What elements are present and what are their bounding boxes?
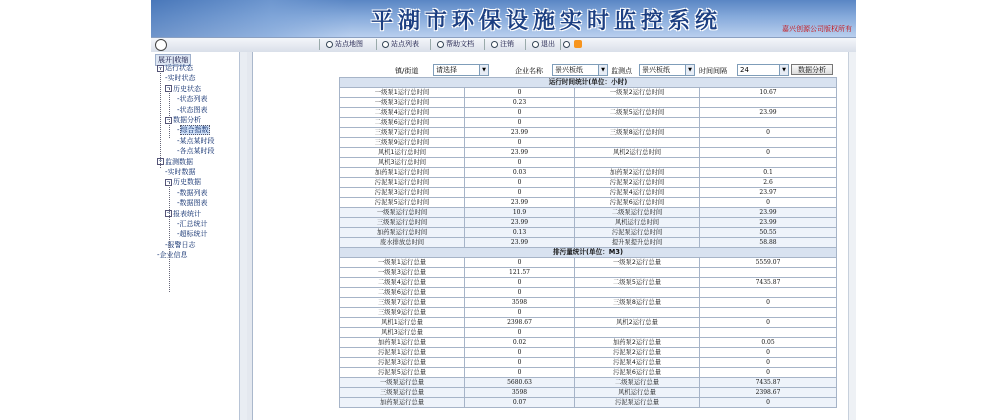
metric-label: 污泥泵3运行总时间 — [340, 188, 465, 198]
tree-connector: - — [165, 168, 168, 176]
metric-label: 三级泵运行总量 — [340, 388, 465, 398]
metric-value — [700, 158, 837, 168]
metric-value: 0 — [700, 368, 837, 378]
tree-connector: - — [177, 230, 180, 239]
metric-value: 5559.07 — [700, 258, 837, 268]
tree-connector: - — [165, 240, 168, 249]
metric-label: 污泥泵2运行总量 — [575, 348, 700, 358]
metric-label: 风机1运行总时间 — [340, 148, 465, 158]
metric-value: 0 — [465, 118, 575, 128]
table-row — [340, 368, 837, 378]
radio-icon — [326, 41, 333, 48]
expand-collapse-toggle[interactable]: 展开|收缩 — [155, 54, 191, 66]
tree-connector: - — [177, 220, 180, 228]
metric-value: 0.05 — [700, 338, 837, 348]
radio-icon — [532, 41, 539, 48]
metric-label: 污泥泵4运行总时间 — [575, 188, 700, 198]
metric-label: 一级泵3运行总量 — [340, 268, 465, 278]
metric-label — [575, 308, 700, 318]
metric-value: 0 — [465, 138, 575, 148]
table-row — [340, 178, 837, 188]
nav-help-docs[interactable] — [437, 39, 474, 50]
metric-label: 一级泵2运行总时间 — [575, 88, 700, 98]
collapse-toggle-icon[interactable]: − — [166, 178, 171, 185]
interval-label: 时间间隔 — [699, 67, 727, 75]
metric-value — [700, 138, 837, 148]
metric-value: 0.07 — [465, 398, 575, 408]
metric-label: 三级泵7运行总时间 — [340, 128, 465, 138]
section-header-row — [340, 78, 837, 88]
table-row — [340, 88, 837, 98]
metric-value: 0 — [465, 308, 575, 318]
metric-label: 二级泵5运行总量 — [575, 278, 700, 288]
table-row — [340, 148, 837, 158]
table-row — [340, 258, 837, 268]
metric-value: 0 — [700, 128, 837, 138]
table-row — [340, 288, 837, 298]
metric-label: 污泥泵1运行总时间 — [340, 178, 465, 188]
metric-value: 50.55 — [700, 228, 837, 238]
tree-connector: - — [165, 74, 168, 83]
metric-value: 0 — [700, 318, 837, 328]
sidebar-item-label: 超标统计 — [179, 230, 208, 239]
metric-label: 加药泵1运行总时间 — [340, 168, 465, 178]
sidebar-tree-item[interactable] — [177, 220, 208, 229]
metric-value: 23.99 — [465, 128, 575, 138]
nav-extra[interactable] — [563, 39, 572, 50]
metric-label: 二级泵6运行总量 — [340, 288, 465, 298]
tree-connector: - — [177, 105, 180, 114]
table-row — [340, 98, 837, 108]
collapse-toggle-icon[interactable]: − — [166, 116, 171, 123]
metric-label — [575, 118, 700, 128]
table-row — [340, 358, 837, 368]
chevron-down-icon: ▼ — [685, 65, 694, 75]
sidebar-scrollbar[interactable] — [239, 52, 247, 420]
table-row — [340, 318, 837, 328]
metric-value: 2398.67 — [700, 388, 837, 398]
tree-connector: - — [177, 147, 180, 156]
chevron-down-icon: ▼ — [779, 65, 788, 75]
tree-connector: - — [157, 251, 160, 260]
metric-label: 风机2运行总量 — [575, 318, 700, 328]
metric-label: 三级泵8运行总量 — [575, 298, 700, 308]
table-row — [340, 228, 837, 238]
metric-value — [700, 328, 837, 338]
sidebar-item-label: 历史状态 — [173, 84, 201, 93]
metric-label: 风机2运行总时间 — [575, 148, 700, 158]
sidebar-tree-item[interactable] — [165, 74, 196, 83]
copyright-text: 嘉兴创源公司版权所有 — [782, 25, 852, 33]
rss-icon[interactable] — [574, 40, 582, 48]
metric-label: 一级泵2运行总量 — [575, 258, 700, 268]
nav-logout-label: 注销 — [500, 40, 514, 48]
metric-value: 2398.67 — [465, 318, 575, 328]
nav-separator — [560, 39, 561, 50]
metric-value: 0 — [465, 258, 575, 268]
sidebar-tree-item[interactable] — [177, 147, 215, 156]
table-row — [340, 188, 837, 198]
sidebar-item-label: 各点某时段 — [179, 147, 215, 156]
metric-label: 一级泵1运行总量 — [340, 258, 465, 268]
tree-connector: - — [177, 136, 180, 145]
sidebar-tree-item[interactable] — [165, 85, 201, 94]
town-label: 镇/街道 — [395, 67, 419, 75]
sidebar-tree-item[interactable] — [177, 95, 208, 104]
metric-value: 0.13 — [465, 228, 575, 238]
metric-value: 0 — [465, 88, 575, 98]
metric-label: 风机3运行总量 — [340, 328, 465, 338]
metric-value: 3598 — [465, 298, 575, 308]
metric-label: 二级泵6运行总时间 — [340, 118, 465, 128]
interval-select[interactable] — [737, 64, 789, 76]
sidebar — [151, 52, 248, 420]
sidebar-tree-item[interactable] — [177, 126, 210, 135]
metric-label: 风机运行总时间 — [575, 218, 700, 228]
metric-label: 三级泵9运行总量 — [340, 308, 465, 318]
town-select-value: 请选择 — [436, 66, 457, 74]
sidebar-tree-item[interactable] — [157, 251, 188, 260]
metric-value: 0.02 — [465, 338, 575, 348]
table-row — [340, 328, 837, 338]
section-title: 运行时间统计(单位：小时) — [340, 78, 837, 88]
company-label: 企业名称 — [515, 67, 543, 75]
metric-value — [700, 268, 837, 278]
sidebar-item-label: 历史数据 — [173, 178, 201, 187]
table-row — [340, 138, 837, 148]
table-row — [340, 308, 837, 318]
radio-icon — [382, 41, 389, 48]
point-label: 监测点 — [611, 67, 632, 75]
banner-decoration — [151, 0, 351, 37]
metric-label — [575, 138, 700, 148]
sidebar-tree-item[interactable] — [177, 137, 215, 146]
metric-label: 二级泵运行总时间 — [575, 208, 700, 218]
table-row — [340, 238, 837, 248]
tree-connector: - — [177, 199, 180, 208]
table-row — [340, 118, 837, 128]
sidebar-item-label: 数据列表 — [179, 188, 208, 197]
metric-value: 0 — [700, 358, 837, 368]
metric-label: 污泥泵1运行总量 — [340, 348, 465, 358]
point-select-value: 景兴板纸 — [642, 66, 670, 74]
metric-value: 23.99 — [700, 208, 837, 218]
sidebar-item-label: 监测数据 — [165, 157, 193, 166]
metric-value: 23.99 — [700, 108, 837, 118]
metric-label — [575, 268, 700, 278]
table-row — [340, 218, 837, 228]
tree-line — [160, 68, 161, 168]
nav-site-list[interactable] — [382, 39, 419, 50]
metric-label — [575, 328, 700, 338]
sidebar-tree-item[interactable] — [177, 230, 208, 239]
nav-exit-label: 退出 — [541, 40, 555, 48]
sidebar-tree-item[interactable] — [165, 116, 201, 125]
table-row — [340, 398, 837, 408]
metric-value: 0 — [700, 398, 837, 408]
town-select[interactable] — [433, 64, 489, 76]
nav-site-map-label: 站点地图 — [335, 40, 363, 48]
metric-value: 0.1 — [700, 168, 837, 178]
sidebar-item-label: 运行状态 — [165, 64, 193, 72]
metric-value: 0 — [700, 198, 837, 208]
metric-value — [700, 118, 837, 128]
table-row — [340, 348, 837, 358]
chevron-down-icon: ▼ — [479, 65, 488, 75]
metric-value: 0 — [700, 148, 837, 158]
header-banner — [151, 0, 856, 37]
metric-label: 加药泵2运行总时间 — [575, 168, 700, 178]
metric-value: 0 — [465, 278, 575, 288]
sidebar-tree-item[interactable] — [165, 168, 196, 177]
metric-value: 0.03 — [465, 168, 575, 178]
metric-value: 0 — [465, 288, 575, 298]
metric-label: 风机运行总量 — [575, 388, 700, 398]
nav-separator — [525, 39, 526, 50]
nav-help-docs-label: 帮助文档 — [446, 40, 474, 48]
table-row — [340, 168, 837, 178]
metric-label: 污泥泵2运行总时间 — [575, 178, 700, 188]
metric-label: 污泥泵5运行总时间 — [340, 198, 465, 208]
table-row — [340, 338, 837, 348]
metric-value: 0 — [465, 158, 575, 168]
collapse-toggle-icon[interactable]: − — [166, 85, 171, 92]
sidebar-tree-item[interactable] — [165, 178, 201, 187]
metric-label: 三级泵7运行总量 — [340, 298, 465, 308]
sidebar-item-label: 报表统计 — [173, 209, 201, 218]
sidebar-item-label: 某点某时段 — [179, 136, 215, 145]
sidebar-item-label: 汇总统计 — [179, 220, 208, 228]
nav-separator — [484, 39, 485, 50]
point-select[interactable] — [639, 64, 695, 76]
metric-label: 加药泵2运行总量 — [575, 338, 700, 348]
radio-icon — [437, 41, 444, 48]
metric-value: 0 — [465, 178, 575, 188]
metric-label: 废水排放总时间 — [340, 238, 465, 248]
metric-label: 二级泵4运行总时间 — [340, 108, 465, 118]
metric-label: 污泥泵4运行总量 — [575, 358, 700, 368]
statistics-table — [339, 77, 837, 408]
metric-value: 0 — [465, 368, 575, 378]
sidebar-item-label: 状态列表 — [179, 95, 208, 104]
radio-icon — [563, 41, 570, 48]
metric-value: 58.88 — [700, 238, 837, 248]
section-header-row — [340, 248, 837, 258]
table-row — [340, 388, 837, 398]
sidebar-tree-item[interactable] — [157, 64, 193, 73]
metric-label: 污泥泵运行总时间 — [575, 228, 700, 238]
metric-label — [575, 158, 700, 168]
nav-exit[interactable] — [532, 39, 555, 50]
collapse-toggle-icon[interactable]: − — [158, 64, 163, 71]
metric-label: 一级泵运行总量 — [340, 378, 465, 388]
chevron-down-icon: ▼ — [598, 65, 607, 75]
metric-value: 0.23 — [465, 98, 575, 108]
metric-value: 23.99 — [465, 198, 575, 208]
tree-line — [169, 182, 170, 292]
sidebar-item-label: 企业信息 — [159, 251, 188, 260]
section-title: 排污量统计(单位：M3) — [340, 248, 837, 258]
metric-label: 二级泵5运行总时间 — [575, 108, 700, 118]
metric-label: 三级泵8运行总时间 — [575, 128, 700, 138]
nav-logout[interactable] — [491, 39, 514, 50]
metric-value: 0 — [465, 348, 575, 358]
metric-value — [700, 98, 837, 108]
metric-label: 污泥泵6运行总量 — [575, 368, 700, 378]
table-row — [340, 158, 837, 168]
metric-value: 23.99 — [465, 218, 575, 228]
metric-value: 0 — [700, 298, 837, 308]
sidebar-tree-item[interactable] — [177, 189, 208, 198]
sidebar-item-label: 报警日志 — [167, 240, 196, 249]
nav-site-list-label: 站点列表 — [391, 40, 419, 48]
metric-label: 污泥泵6运行总时间 — [575, 198, 700, 208]
tree-line — [169, 88, 170, 138]
table-row — [340, 378, 837, 388]
collapse-toggle-icon[interactable]: − — [166, 210, 171, 217]
metric-label: 加药泵运行总时间 — [340, 228, 465, 238]
metric-value: 0 — [465, 328, 575, 338]
metric-label: 三级泵9运行总时间 — [340, 138, 465, 148]
data-analysis-button[interactable]: 数据分析 — [791, 64, 833, 75]
metric-label: 一级泵3运行总时间 — [340, 98, 465, 108]
table-row — [340, 198, 837, 208]
nav-separator — [376, 39, 377, 50]
metric-value: 0 — [465, 358, 575, 368]
table-row — [340, 268, 837, 278]
metric-value: 5680.63 — [465, 378, 575, 388]
metric-label: 一级泵1运行总时间 — [340, 88, 465, 98]
metric-label — [575, 288, 700, 298]
table-row — [340, 108, 837, 118]
nav-bar — [151, 37, 856, 53]
metric-value: 10.67 — [700, 88, 837, 98]
sidebar-item-label: 实时数据 — [167, 168, 196, 176]
sidebar-item-label: 实时状态 — [167, 74, 196, 83]
metric-label: 加药泵运行总量 — [340, 398, 465, 408]
metric-value: 0 — [465, 188, 575, 198]
table-row — [340, 278, 837, 288]
sidebar-tree-item[interactable] — [177, 199, 208, 208]
metric-label: 风机1运行总量 — [340, 318, 465, 328]
metric-label: 加药泵1运行总量 — [340, 338, 465, 348]
sidebar-item-label: 状态图表 — [179, 105, 208, 114]
metric-label: 二级泵运行总量 — [575, 378, 700, 388]
metric-label: 三级泵运行总时间 — [340, 218, 465, 228]
sidebar-tree-item[interactable] — [177, 106, 208, 115]
sidebar-item-label: 数据分析 — [173, 116, 201, 124]
sidebar-tree-item[interactable] — [157, 158, 193, 167]
metric-label: 一级泵运行总时间 — [340, 208, 465, 218]
metric-value: 10.9 — [465, 208, 575, 218]
metric-value: 121.57 — [465, 268, 575, 278]
metric-value: 0 — [700, 348, 837, 358]
nav-separator — [319, 39, 320, 50]
table-row — [340, 128, 837, 138]
main-scrollbar[interactable] — [848, 52, 856, 420]
metric-value: 7435.87 — [700, 278, 837, 288]
metric-value: 0 — [465, 108, 575, 118]
metric-value — [700, 288, 837, 298]
metric-label: 风机3运行总时间 — [340, 158, 465, 168]
system-title: 平湖市环保设施实时监控系统 — [371, 8, 723, 34]
metric-label: 污泥泵5运行总量 — [340, 368, 465, 378]
metric-value: 7435.87 — [700, 378, 837, 388]
table-row — [340, 298, 837, 308]
nav-separator — [430, 39, 431, 50]
nav-site-map[interactable] — [326, 39, 363, 50]
metric-label: 提升泵提升总时间 — [575, 238, 700, 248]
metric-label — [575, 98, 700, 108]
metric-value: 23.99 — [465, 238, 575, 248]
metric-label: 污泥泵运行总量 — [575, 398, 700, 408]
tree-connector: - — [177, 95, 180, 104]
tree-connector: - — [177, 188, 180, 197]
logo-icon — [155, 39, 167, 51]
metric-value: 3598 — [465, 388, 575, 398]
sidebar-item-label: 数据图表 — [179, 199, 208, 208]
sidebar-tree-item[interactable] — [165, 210, 201, 219]
collapse-toggle-icon[interactable]: − — [158, 158, 163, 165]
metric-value: 2.6 — [700, 178, 837, 188]
metric-value: 23.97 — [700, 188, 837, 198]
metric-label: 二级泵4运行总量 — [340, 278, 465, 288]
tree-connector: - — [177, 126, 180, 135]
metric-value: 23.99 — [700, 218, 837, 228]
company-select[interactable] — [552, 64, 608, 76]
company-select-value: 景兴板纸 — [555, 66, 583, 74]
metric-value — [700, 308, 837, 318]
radio-icon — [491, 41, 498, 48]
table-row — [340, 208, 837, 218]
interval-select-value: 24 — [740, 66, 749, 74]
main-panel — [253, 52, 856, 420]
app-window — [151, 0, 856, 420]
sidebar-item-label: 综合指数 — [180, 126, 209, 135]
metric-value: 23.99 — [465, 148, 575, 158]
metric-label: 污泥泵3运行总量 — [340, 358, 465, 368]
